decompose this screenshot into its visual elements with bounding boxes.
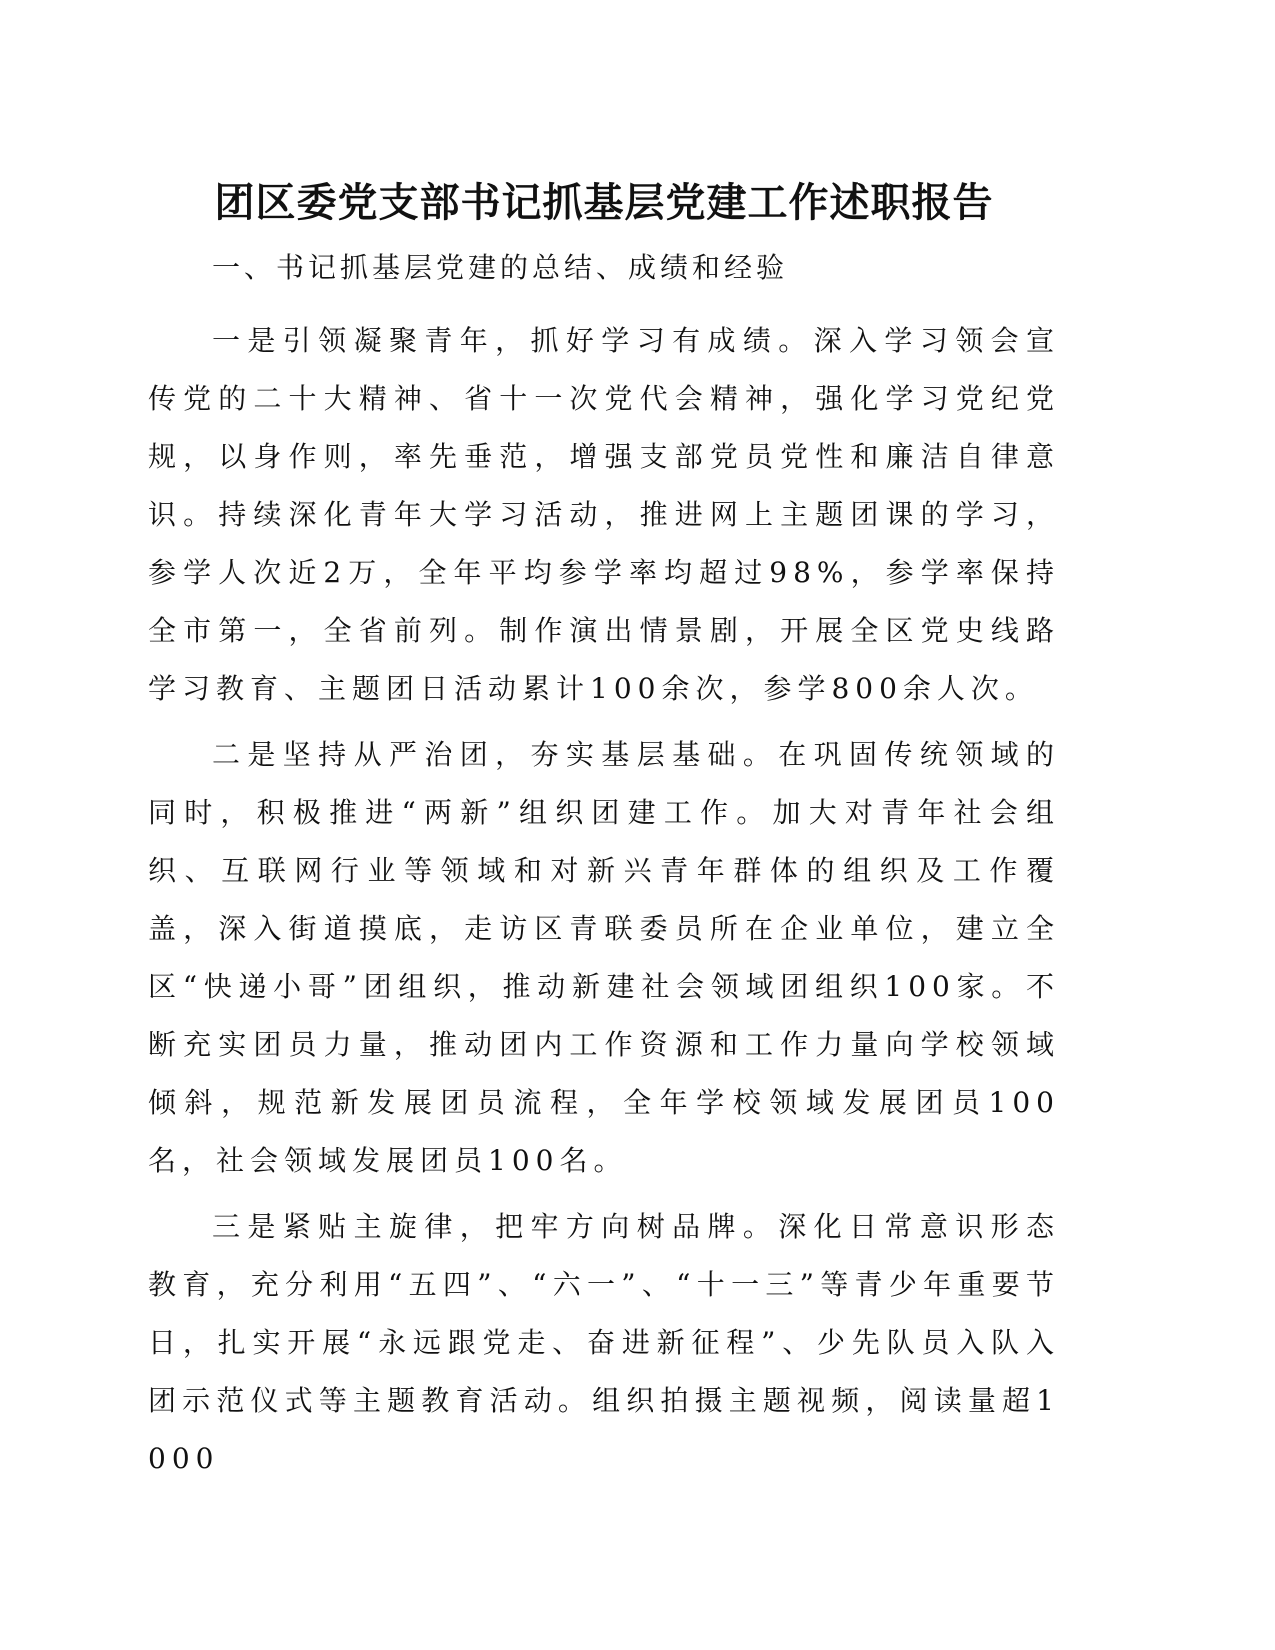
paragraph-1: 一是引领凝聚青年，抓好学习有成绩。深入学习领会宣传党的二十大精神、省十一次党代会精神，强化学习党纪党规，以身作则，率先垂范，增强支部党员党性和廉洁自律意识。持续深化青年大学习活动，推进网上主题团课的学习，参学人次近2万，全年平均参学率均超过98%，参学率保持全市第一，全省前列。制作演出情景剧，开展全区党史线路学习教育、主题团日活动累计100余次，参学800余人次。	[148, 324, 1060, 705]
document-body	[148, 236, 1060, 1496]
paragraph-2: 二是坚持从严治团，夯实基层基础。在巩固传统领域的同时，积极推进“两新”组织团建工作。加大对青年社会组织、互联网行业等领域和对新兴青年群体的组织及工作覆盖，深入街道摸底，走访区青联委员所在企业单位，建立全区“快递小哥”团组织，推动新建社会领域团组织100家。不断充实团员力量，推动团内工作资源和工作力量向学校领域倾斜，规范新发展团员流程，全年学校领域发展团员100名，社会领域发展团员100名。	[148, 738, 1060, 1177]
paragraph-3: 三是紧贴主旋律，把牢方向树品牌。深化日常意识形态教育，充分利用“五四”、“六一”、“十一三”等青少年重要节日，扎实开展“永远跟党走、奋进新征程”、少先队员入队入团示范仪式等主题教育活动。组织拍摄主题视频，阅读量超1000	[148, 1210, 1060, 1475]
section-heading: 一、书记抓基层党建的总结、成绩和经验	[212, 251, 789, 284]
document-title: 团区委党支部书记抓基层党建工作述职报告	[214, 180, 994, 226]
